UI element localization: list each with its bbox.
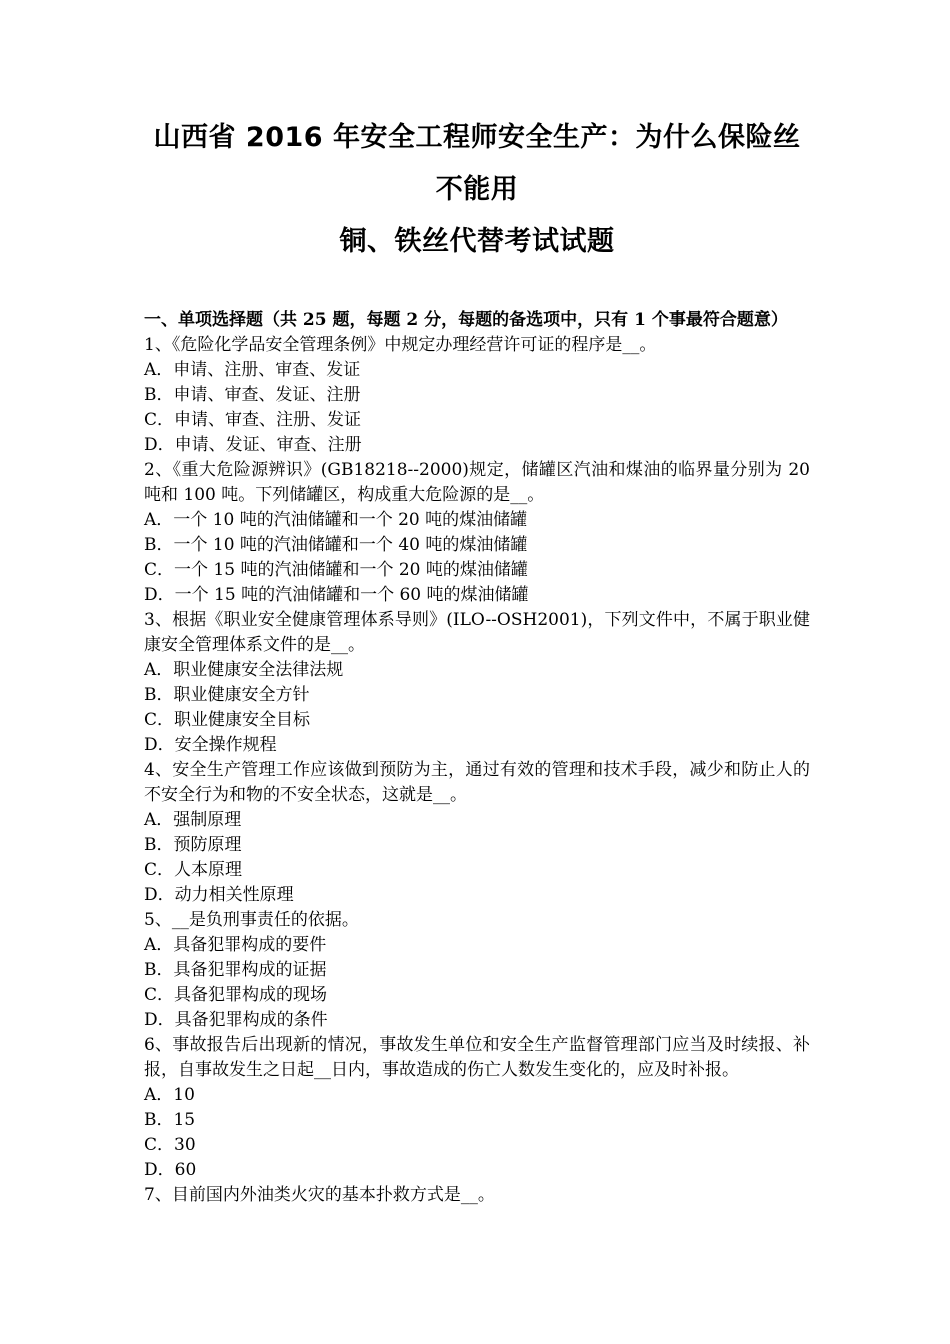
option-a: A．具备犯罪构成的要件 bbox=[144, 935, 327, 955]
option-d: D．具备犯罪构成的条件 bbox=[144, 1010, 328, 1030]
option-a: A．申请、注册、审查、发证 bbox=[144, 360, 361, 380]
option-b: B．15 bbox=[144, 1110, 196, 1130]
section-heading: 一、单项选择题（共 25 题，每题 2 分，每题的备选项中，只有 1 个事最符合题意） bbox=[144, 310, 788, 330]
option-d: D．一个 15 吨的汽油储罐和一个 60 吨的煤油储罐 bbox=[144, 585, 529, 605]
option-b: B．具备犯罪构成的证据 bbox=[144, 960, 327, 980]
option-c: C．职业健康安全目标 bbox=[144, 710, 311, 730]
option-a: A．强制原理 bbox=[144, 810, 242, 830]
question-7 bbox=[144, 1183, 810, 1208]
question-1 bbox=[144, 333, 810, 458]
option-c: C．人本原理 bbox=[144, 860, 243, 880]
option-d: D．安全操作规程 bbox=[144, 735, 277, 755]
question-text: 2、《重大危险源辨识》(GB18218--2000)规定，储罐区汽油和煤油的临界量分别为 20 吨和 100 吨。下列储罐区，构成重大危险源的是__。 bbox=[144, 460, 810, 505]
option-b: B．一个 10 吨的汽油储罐和一个 40 吨的煤油储罐 bbox=[144, 535, 528, 555]
question-list bbox=[144, 333, 810, 1208]
option-c: C．一个 15 吨的汽油储罐和一个 20 吨的煤油储罐 bbox=[144, 560, 528, 580]
question-text: 5、__是负刑事责任的依据。 bbox=[144, 910, 359, 930]
option-b: B．申请、审查、发证、注册 bbox=[144, 385, 361, 405]
question-text: 4、安全生产管理工作应该做到预防为主，通过有效的管理和技术手段，减少和防止人的不安全行为和物的不安全状态，这就是__。 bbox=[144, 760, 810, 805]
document-page bbox=[144, 112, 810, 1208]
option-d: D．60 bbox=[144, 1160, 197, 1180]
option-a: A．职业健康安全法律法规 bbox=[144, 660, 344, 680]
option-c: C．具备犯罪构成的现场 bbox=[144, 985, 328, 1005]
title-line-2: 铜、铁丝代替考试试题 bbox=[339, 226, 615, 257]
question-6 bbox=[144, 1033, 810, 1183]
title-line-1: 山西省 2016 年安全工程师安全生产：为什么保险丝不能用 bbox=[153, 122, 801, 205]
option-b: B．预防原理 bbox=[144, 835, 242, 855]
option-c: C．30 bbox=[144, 1135, 196, 1155]
option-d: D．动力相关性原理 bbox=[144, 885, 294, 905]
option-c: C．申请、审查、注册、发证 bbox=[144, 410, 362, 430]
document-title bbox=[144, 112, 810, 268]
question-4 bbox=[144, 758, 810, 908]
question-3 bbox=[144, 608, 810, 758]
question-text: 3、根据《职业安全健康管理体系导则》(ILO--OSH2001)，下列文件中，不属于职业健康安全管理体系文件的是__。 bbox=[144, 610, 810, 655]
option-b: B．职业健康安全方针 bbox=[144, 685, 310, 705]
question-5 bbox=[144, 908, 810, 1033]
option-d: D．申请、发证、审查、注册 bbox=[144, 435, 362, 455]
question-text: 7、目前国内外油类火灾的基本扑救方式是__。 bbox=[144, 1185, 495, 1205]
option-a: A．10 bbox=[144, 1085, 195, 1105]
question-2 bbox=[144, 458, 810, 608]
question-text: 1、《危险化学品安全管理条例》中规定办理经营许可证的程序是__。 bbox=[144, 335, 657, 355]
option-a: A．一个 10 吨的汽油储罐和一个 20 吨的煤油储罐 bbox=[144, 510, 528, 530]
question-text: 6、事故报告后出现新的情况，事故发生单位和安全生产监督管理部门应当及时续报、补报，自事故发生之日起__日内，事故造成的伤亡人数发生变化的，应及时补报。 bbox=[144, 1035, 810, 1080]
